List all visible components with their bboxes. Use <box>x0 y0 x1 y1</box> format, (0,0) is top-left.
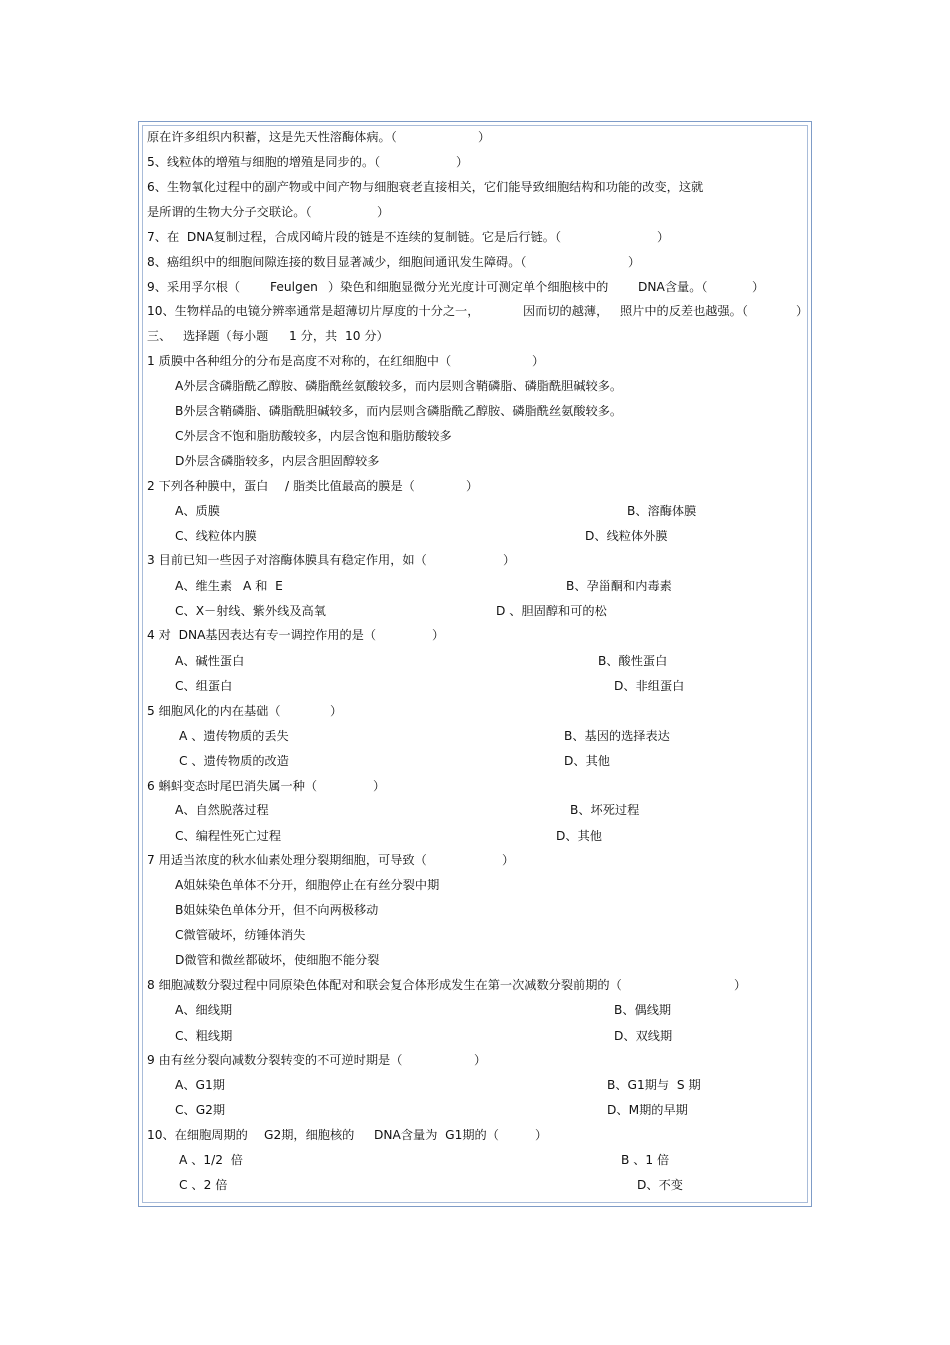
answer-option-row: C、编程性死亡过程 D、其他 <box>175 829 602 843</box>
question-stem: 2 下列各种膜中，蛋白 / 脂类比值最高的膜是（ ） <box>147 479 479 493</box>
answer-option-row: A、细线期 B、偶线期 <box>175 1003 672 1017</box>
answer-option: C微管破坏，纺锤体消失 <box>175 928 306 942</box>
text-line: 5、线粒体的增殖与细胞的增殖是同步的。（ ） <box>147 155 469 169</box>
answer-option: D外层含磷脂较多，内层含胆固醇较多 <box>175 454 380 468</box>
answer-option-row: A、碱性蛋白 B、酸性蛋白 <box>175 654 668 668</box>
question-stem: 1 质膜中各种组分的分布是高度不对称的，在红细胞中（ ） <box>147 354 545 368</box>
answer-option-row: C、G2期 D、M期的早期 <box>175 1103 688 1117</box>
question-stem: 9 由有丝分裂向减数分裂转变的不可逆时期是（ ） <box>147 1053 487 1067</box>
text-line: 三、 选择题（每小题 1 分，共 10 分） <box>147 329 389 343</box>
question-stem: 10、在细胞周期的 G2期，细胞核的 DNA含量为 G1期的（ ） <box>147 1128 548 1142</box>
answer-option: A外层含磷脂酰乙醇胺、磷脂酰丝氨酸较多，而内层则含鞘磷脂、磷脂酰胆碱较多。 <box>175 379 623 393</box>
text-line: 6、生物氧化过程中的副产物或中间产物与细胞衰老直接相关，它们能导致细胞结构和功能的改变，这就 <box>147 180 704 194</box>
question-stem: 8 细胞减数分裂过程中同原染色体配对和联会复合体形成发生在第一次减数分裂前期的（ ） <box>147 978 747 992</box>
answer-option: B外层含鞘磷脂、磷脂酰胆碱较多，而内层则含磷脂酰乙醇胺、磷脂酰丝氨酸较多。 <box>175 404 623 418</box>
answer-option-row: A、维生素 A 和 E B、孕甾酮和内毒素 <box>175 579 672 593</box>
answer-option-row: A、自然脱落过程 B、坏死过程 <box>175 803 640 817</box>
question-stem: 6 蝌蚪变态时尾巴消失属一种（ ） <box>147 779 386 793</box>
text-line: 原在许多组织内积蓄，这是先天性溶酶体病。（ ） <box>147 130 491 144</box>
question-stem: 5 细胞风化的内在基础（ ） <box>147 704 343 718</box>
answer-option-row: C 、遗传物质的改造 D、其他 <box>179 754 610 768</box>
answer-option-row: A 、遗传物质的丢失 B、基因的选择表达 <box>179 729 670 743</box>
question-stem: 3 目前已知一些因子对溶酶体膜具有稳定作用，如（ ） <box>147 553 516 567</box>
text-line: 10、生物样品的电镜分辨率通常是超薄切片厚度的十分之一， 因而切的越薄， 照片中的反差也越强。（ ） <box>147 304 809 318</box>
answer-option-row: C、粗线期 D、双线期 <box>175 1029 673 1043</box>
answer-option-row: A 、1/2 倍 B 、1 倍 <box>179 1153 670 1167</box>
answer-option: D微管和微丝都破坏，使细胞不能分裂 <box>175 953 380 967</box>
text-line: 8、癌组织中的细胞间隙连接的数目显著减少，细胞间通讯发生障碍。（ ） <box>147 255 641 269</box>
question-stem: 4 对 DNA基因表达有专一调控作用的是（ ） <box>147 628 445 642</box>
question-stem: 7 用适当浓度的秋水仙素处理分裂期细胞，可导致（ ） <box>147 853 515 867</box>
text-line: 7、在 DNA复制过程，合成冈崎片段的链是不连续的复制链。它是后行链。（ ） <box>147 230 670 244</box>
answer-option: B姐妹染色单体分开，但不向两极移动 <box>175 903 379 917</box>
answer-option-row: C、组蛋白 D、非组蛋白 <box>175 679 685 693</box>
text-line: 9、采用孚尔根（ Feulgen ）染色和细胞显微分光光度计可测定单个细胞核中的 DNA含量。（ ） <box>147 280 765 294</box>
answer-option-row: C 、2 倍 D、不变 <box>179 1178 683 1192</box>
answer-option-row: C、X－射线、紫外线及高氧 D 、胆固醇和可的松 <box>175 604 607 618</box>
text-line: 是所谓的生物大分子交联论。（ ） <box>147 205 390 219</box>
answer-option: C外层含不饱和脂肪酸较多，内层含饱和脂肪酸较多 <box>175 429 452 443</box>
answer-option: A姐妹染色单体不分开，细胞停止在有丝分裂中期 <box>175 878 440 892</box>
answer-option-row: A、G1期 B、G1期与 S 期 <box>175 1078 701 1092</box>
answer-option-row: C、线粒体内膜 D、线粒体外膜 <box>175 529 668 543</box>
answer-option-row: A、质膜 B、溶酶体膜 <box>175 504 697 518</box>
